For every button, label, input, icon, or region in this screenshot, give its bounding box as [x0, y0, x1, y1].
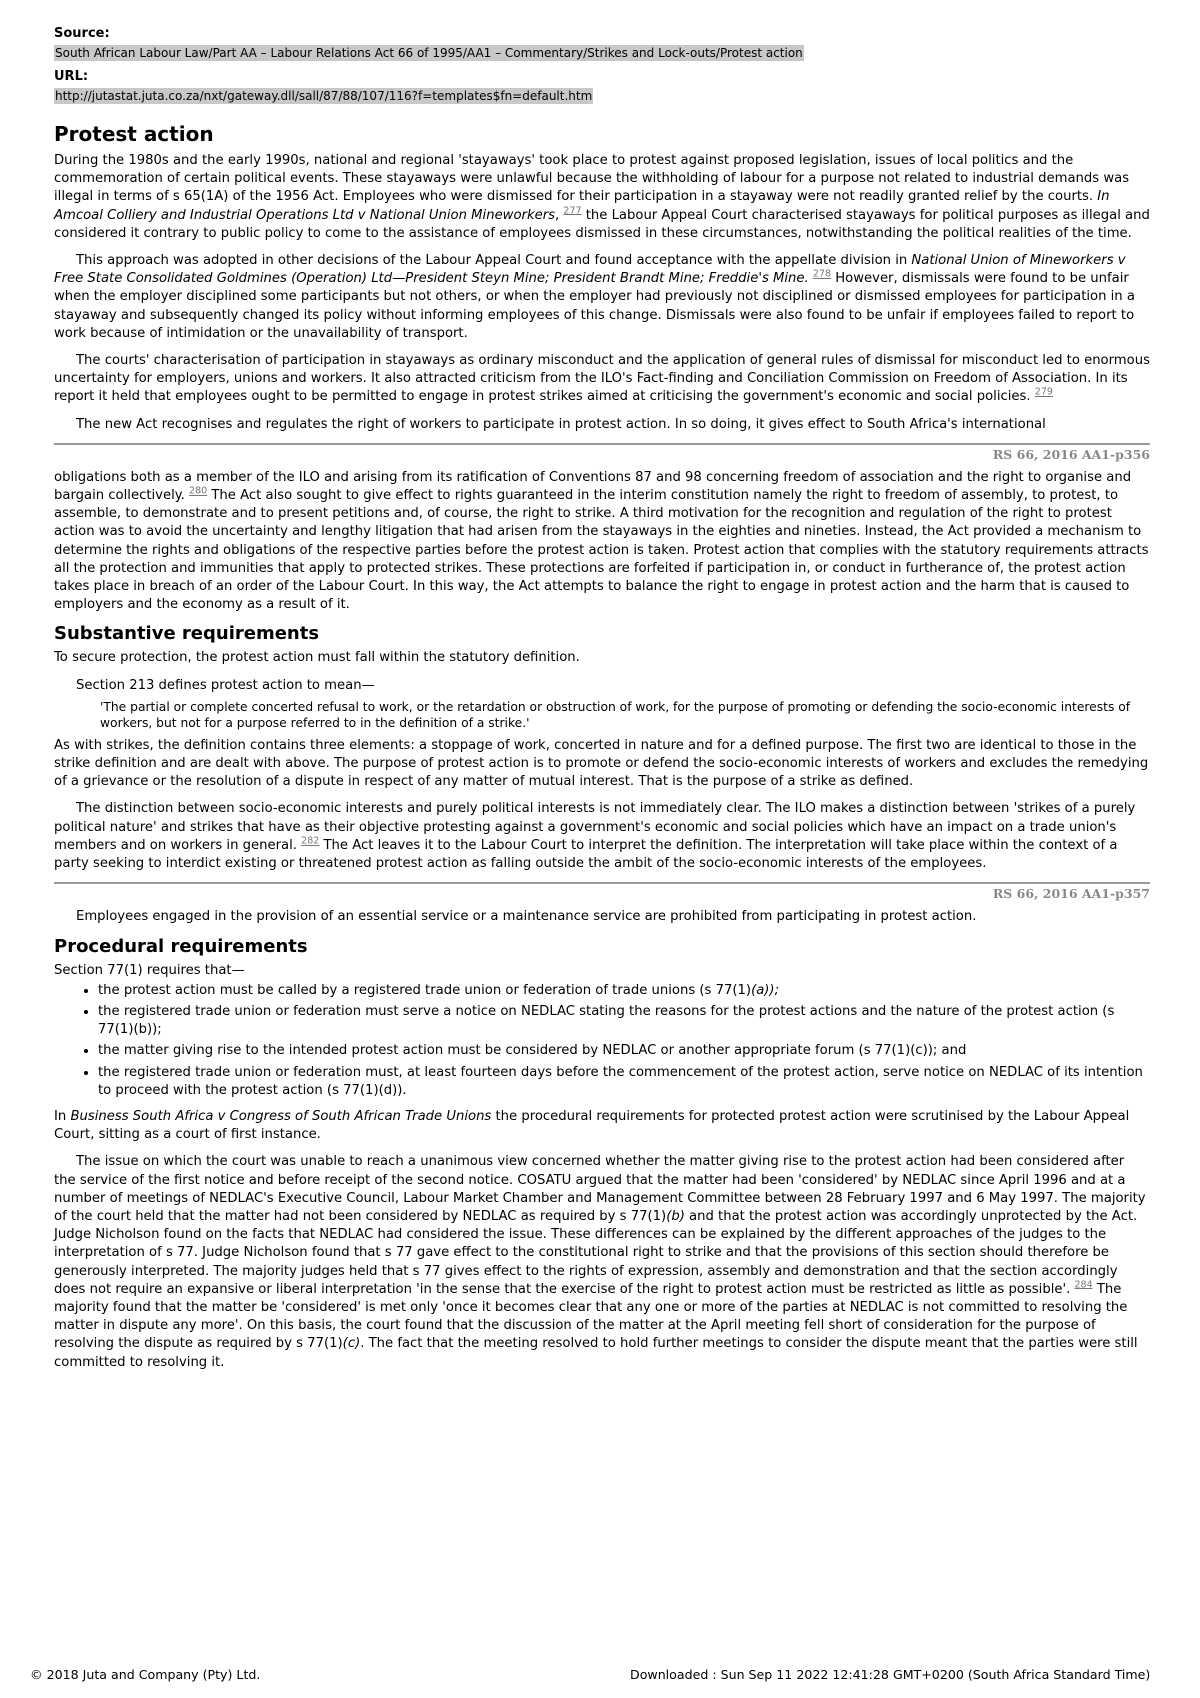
paragraph	[54, 1108, 1150, 1144]
text-span: the protest action must be called by a registered trade union or federation of trade unions (s 77(1)	[98, 982, 752, 998]
url-block	[54, 69, 1150, 104]
paragraph	[54, 469, 1150, 615]
text-span: the procedural requirements for protected protest action were scrutinised by the Labour Appeal Court, sitting as a court of first instance.	[54, 1108, 1130, 1143]
footnote-link-277[interactable]: 277	[563, 205, 582, 217]
text-span: (a));	[751, 982, 780, 998]
text-span: In	[54, 1108, 71, 1124]
text-span: The Act also sought to give effect to rights guaranteed in the interim constitution namely the right to freedom of assembly, to protest, to assemble, to demonstrate and to present petitions and, of course, the right to strike. A third motivation for the recognition and regulation of the right to protest action was to avoid the uncertainty and lengthy litigation that had arisen from the stayaways in the eighties and nineties. Instead, the Act provided a mechanism to determine the rights and obligations of the respective parties before the protest action is taken. Protest action that complies with the statutory requirements attracts all the protection and immunities that apply to protected strikes. These protections are forfeited if participation in, or conduct in furtherance of, the protest action takes place in breach of an order of the Labour Court. In this way, the Act attempts to balance the right to engage in protest action and the harm that is caused to employers and the economy as a result of it.	[54, 488, 1149, 613]
definition-quote: 'The partial or complete concerted refusal to work, or the retardation or obstruction of work, for the purpose of promoting or defending the socio-economic interests of workers, but not for a purpose referred to in the definition of a strike.'	[100, 699, 1131, 730]
text-span: This approach was adopted in other decisions of the Labour Appeal Court and found acceptance with the appellate division in	[76, 253, 912, 269]
page-marker: RS 66, 2016 AA1-p356	[992, 446, 1150, 462]
text-span: obligations both as a member of the ILO and arising from its ratification of Conventions 87 and 98 concerning freedom of association and the right to organise and bargain collectively.	[54, 469, 1132, 504]
text-span: the Labour Appeal Court characterised stayaways for political purposes as illegal and considered it contrary to public policy to come to the assistance of employees dismissed in these circumstances, notwithstanding the political realities of the time.	[54, 207, 1150, 241]
paragraph: Section 213 defines protest action to mean—	[76, 677, 375, 693]
page-divider	[54, 443, 1150, 445]
text-span: The courts' characterisation of participation in stayaways as ordinary misconduct and the application of general rules of dismissal for misconduct led to enormous uncertainty for employers, unions and workers. It also attracted criticism from the ILO's Fact-finding and Conciliation Commission on Freedom of Association. In its report it held that employees ought to be permitted to engage in protest strikes aimed at criticising the government's economic and social policies.	[54, 353, 1150, 405]
paragraph: To secure protection, the protest action must fall within the statutory definition.	[54, 650, 580, 666]
paragraph: Employees engaged in the provision of an essential service or a maintenance service are prohibited from participating in protest action.	[76, 909, 977, 925]
paragraph	[54, 252, 1150, 343]
footnote-link-278[interactable]: 278	[812, 268, 832, 280]
url-label: URL:	[54, 69, 89, 84]
paragraph	[54, 800, 1150, 873]
download-timestamp: Downloaded : Sun Sep 11 2022 12:41:28 GMT+0200 (South Africa Standard Time)	[630, 1667, 1151, 1682]
section-heading: Substantive requirements	[54, 623, 320, 645]
list-item: • the registered trade union or federation must serve a notice on NEDLAC stating the reasons for the protest actions and the nature of the protest action (s 77(1)(b));	[98, 1003, 1150, 1039]
footnote-link-279[interactable]: 279	[1034, 387, 1053, 399]
paragraph: Section 77(1) requires that—	[54, 962, 245, 978]
page-title: Protest action	[54, 122, 214, 146]
paragraph: The new Act recognises and regulates the right of workers to participate in protest action. In so doing, it gives effect to South Africa's international	[76, 416, 1046, 432]
document-page	[54, 26, 1150, 1381]
paragraph	[54, 352, 1150, 407]
paragraph: As with strikes, the definition contains three elements: a stoppage of work, concerted in nature and for a defined purpose. The first two are identical to those in the strike definition and are dealt with above. The purpose of protest action is to promote or defend the socio-economic interests of workers and excludes the remedying of a grievance or the resolution of a dispute in respect of any matter of mutual interest. That is the purpose of a strike as defined.	[54, 737, 1149, 790]
paragraph	[54, 1153, 1150, 1371]
paragraph	[54, 152, 1150, 243]
section-heading: Procedural requirements	[54, 935, 308, 957]
text-span: (b)	[666, 1208, 685, 1224]
source-block	[54, 26, 1150, 61]
text-span: The Act leaves it to the Labour Court to interpret the definition. The interpretation will take place within the context of a party seeking to interdict existing or threatened protest action as falling outside the ambit of the socio-economic interests of the employees.	[54, 837, 1118, 872]
footnote-link-284[interactable]: 284	[1074, 1279, 1093, 1291]
text-span: ,	[555, 207, 564, 223]
footnote-link-282[interactable]: 282	[301, 835, 320, 847]
case-citation: National Union of Mineworkers v Free State Consolidated Goldmines (Operation) Ltd—President Steyn Mine; President Brandt Mine; Freddie's Mine.	[54, 253, 1126, 287]
page-divider	[54, 882, 1150, 884]
list-item: • the matter giving rise to the intended protest action must be considered by NEDLAC or another appropriate forum (s 77(1)(c)); and	[98, 1042, 1150, 1060]
list-item	[98, 982, 1150, 1000]
page-marker: RS 66, 2016 AA1-p357	[992, 886, 1150, 902]
case-citation: Business South Africa v Congress of South African Trade Unions	[70, 1108, 492, 1124]
source-path[interactable]: South African Labour Law/Part AA – Labour Relations Act 66 of 1995/AA1 – Commentary/Strikes and Lock-outs/Protest action	[55, 46, 803, 60]
footnote-link-280[interactable]: 280	[189, 485, 208, 497]
text-span: (c)	[342, 1336, 361, 1352]
text-span: The issue on which the court was unable to reach a unanimous view concerned whether the matter giving rise to the protest action had been considered after the service of the first notice and before receipt of the second notice. COSATU argued that the matter had been 'considered' by NEDLAC since April 1996 and at a number of meetings of NEDLAC's Executive Council, Labour Market Chamber and Management Committee between 28 February 1997 and 6 May 1997. The majority of the court held that the matter had not been considered by NEDLAC as required by s 77(1)	[54, 1154, 1146, 1224]
text-span: The distinction between socio-economic interests and purely political interests is not immediately clear. The ILO makes a distinction between 'strikes of a purely political nature' and strikes that have as their objective protesting against a government's economic and social policies which have an impact on a trade union's members and on workers in general.	[54, 801, 1136, 853]
source-label: Source:	[54, 26, 110, 41]
text-span: However, dismissals were found to be unfair when the employer disciplined some participants but not others, or when the employer had previously not disciplined or dismissed employees for participation in a stayaway and subsequently changed its policy without informing employees of this change. Dismissals were also found to be unfair if employees failed to report to work because of intimidation or the unavailability of transport.	[54, 271, 1135, 341]
case-citation: In Amcoal Colliery and Industrial Operations Ltd v National Union Mineworkers	[54, 189, 1110, 223]
list-item: • the registered trade union or federation must, at least fourteen days before the commencement of the protest action, serve notice on NEDLAC of its intention to proceed with the protest action (s 77(1)(d)).	[98, 1064, 1150, 1100]
text-span: . The fact that the meeting resolved to hold further meetings to consider the dispute meant that the parties were still committed to resolving it.	[54, 1336, 1138, 1370]
requirements-list	[54, 982, 1150, 1100]
text-span: and that the protest action was accordingly unprotected by the Act. Judge Nicholson found on the facts that NEDLAC had considered the issue. These differences can be explained by the different approaches of the judges to the interpretation of s 77. Judge Nicholson found that s 77 gave effect to the constitutional right to strike and that the provisions of this section should therefore be generously interpreted. The majority judges held that s 77 gives effect to the rights of expression, assembly and demonstration and that the section accordingly does not require an expansive or liberal interpretation 'in the sense that the exercise of the right to protest action must be restricted as little as possible'.	[54, 1208, 1138, 1297]
url-link[interactable]: http://jutastat.juta.co.za/nxt/gateway.dll/sall/87/88/107/116?f=templates$fn=default.htm	[55, 89, 593, 103]
copyright-notice: © 2018 Juta and Company (Pty) Ltd.	[30, 1667, 261, 1682]
text-span: During the 1980s and the early 1990s, national and regional 'stayaways' took place to protest against proposed legislation, issues of local politics and the commemoration of certain political events. These stayaways were unlawful because the withholding of labour for a purpose not related to industrial demands was illegal in terms of s 65(1A) of the 1956 Act. Employees who were dismissed for their participation in a stayaway were not readily granted relief by the courts.	[54, 153, 1130, 205]
text-span: The majority found that the matter be 'considered' is met only 'once it becomes clear that any one or more of the parties at NEDLAC is not committed to resolving the matter in dispute any more'. On this basis, the court found that the discussion of the matter at the April meeting fell short of consideration for the purpose of resolving the dispute as required by s 77(1)	[54, 1281, 1128, 1352]
